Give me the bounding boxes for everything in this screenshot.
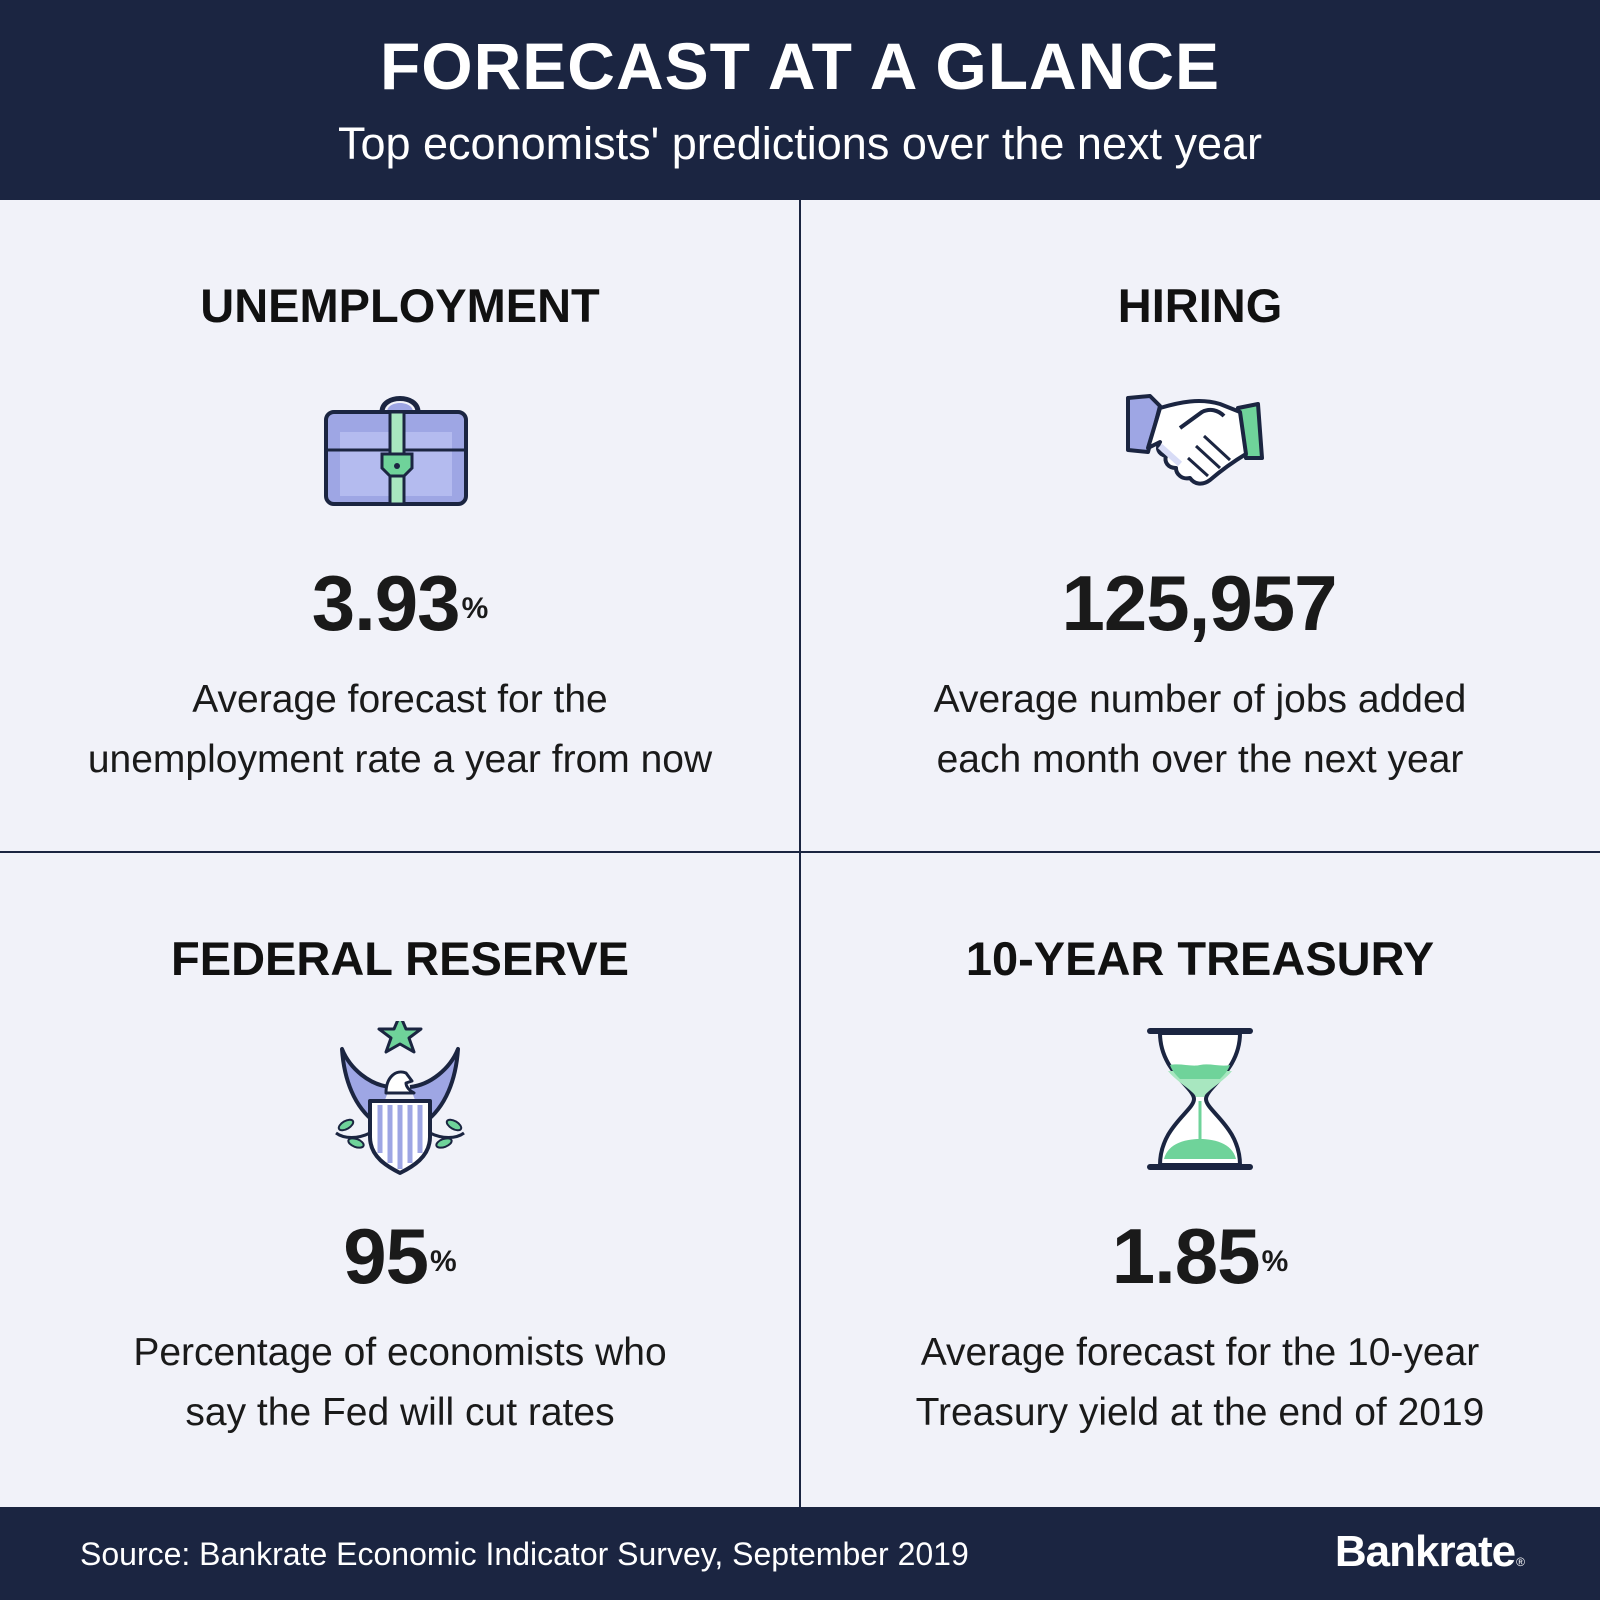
handshake-icon bbox=[1120, 368, 1280, 528]
brand-logo: Bankrate® bbox=[1334, 1527, 1524, 1576]
registered-mark: ® bbox=[1516, 1555, 1524, 1569]
unit-percent: % bbox=[430, 1245, 457, 1278]
card-description: Average forecast for the unemployment rate a year from now bbox=[87, 678, 713, 781]
card-value: 1.85% bbox=[1111, 1212, 1289, 1300]
unit-percent: % bbox=[1261, 1245, 1289, 1278]
card-heading: HIRING bbox=[1117, 279, 1283, 332]
unit-percent: % bbox=[461, 592, 489, 625]
source-note: Source: Bankrate Economic Indicator Survey, September 2019 bbox=[80, 1536, 969, 1572]
eagle-shield-icon bbox=[320, 1021, 480, 1181]
footer-banner bbox=[0, 1507, 1600, 1600]
page-title: FORECAST AT A GLANCE bbox=[379, 29, 1221, 103]
card-description: Percentage of economists who say the Fed will cut rates bbox=[133, 1331, 667, 1434]
card-unemployment bbox=[0, 200, 800, 850]
card-heading: FEDERAL RESERVE bbox=[171, 932, 629, 985]
card-federal-reserve bbox=[0, 853, 800, 1503]
card-hiring bbox=[800, 200, 1600, 850]
header-banner bbox=[0, 0, 1600, 200]
card-heading: UNEMPLOYMENT bbox=[200, 279, 600, 332]
card-value: 95% bbox=[343, 1212, 457, 1300]
forecast-grid bbox=[0, 200, 1600, 1507]
card-description: Average forecast for the 10-year Treasury yield at the end of 2019 bbox=[915, 1331, 1485, 1434]
card-value: 3.93% bbox=[311, 559, 489, 647]
briefcase-icon bbox=[320, 368, 480, 528]
card-value: 125,957 bbox=[1061, 559, 1337, 647]
card-heading: 10-YEAR TREASURY bbox=[965, 932, 1435, 985]
card-description: Average number of jobs added each month over the next year bbox=[933, 678, 1467, 781]
hourglass-icon bbox=[1120, 1021, 1280, 1181]
page-subtitle: Top economists' predictions over the next year bbox=[337, 118, 1263, 169]
card-treasury bbox=[800, 853, 1600, 1503]
